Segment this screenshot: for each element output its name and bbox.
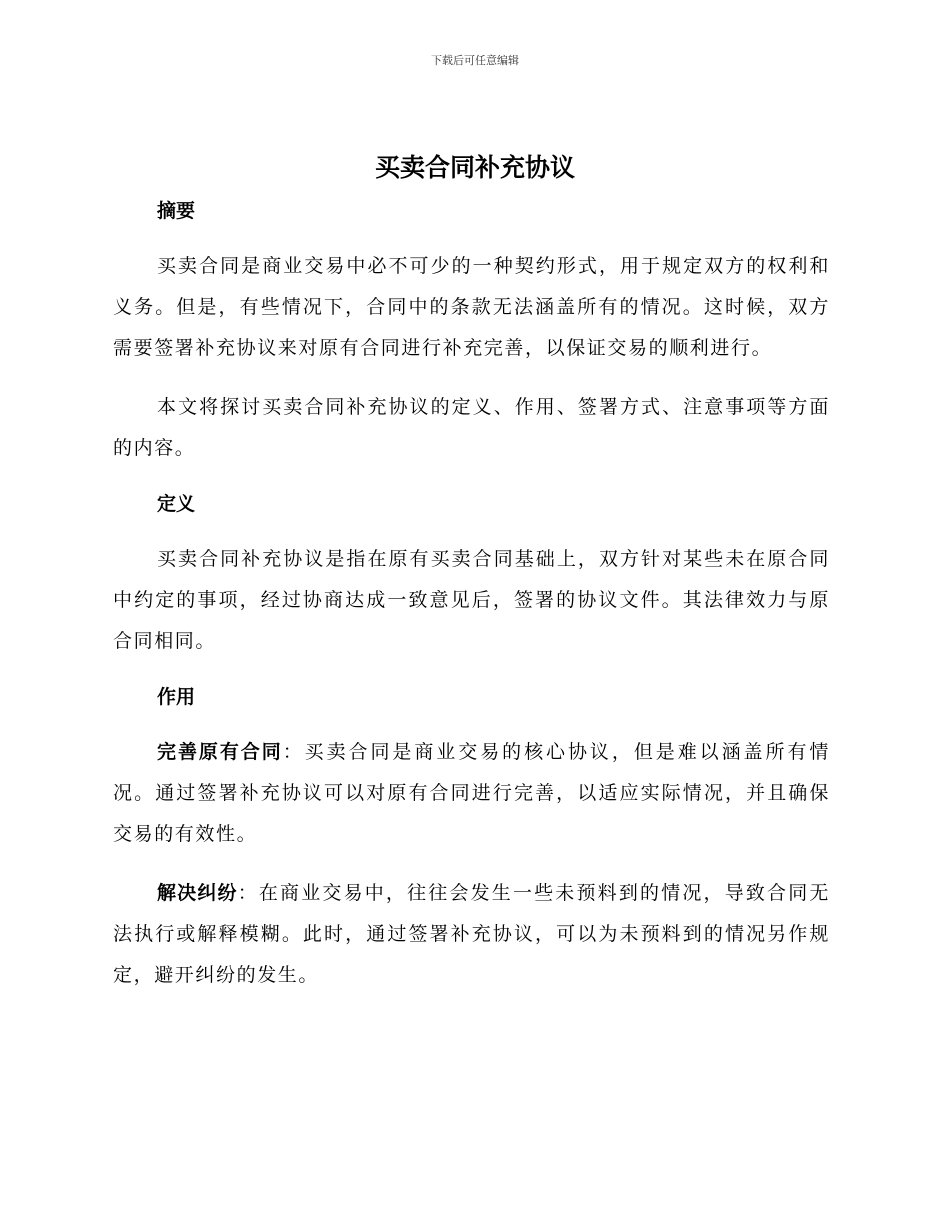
function-paragraph-2-lead: 解决纠纷: [157, 882, 238, 904]
document-title: 买卖合同补充协议: [374, 153, 575, 182]
summary-paragraph-1: [113, 246, 830, 369]
summary-paragraph-2: [113, 387, 830, 469]
function-paragraph-1-text: ：买卖合同是商业交易的核心协议，但是难以涵盖所有情况。通过签署补充协议可以对原有合同进行完善，以适应实际情况，并且确保交易的有效性。: [113, 741, 830, 845]
definition-paragraph-text: 买卖合同补充协议是指在原有买卖合同基础上，双方针对某些未在原合同中约定的事项，经过协商达成一致意见后，签署的协议文件。其法律效力与原合同相同。: [113, 548, 830, 652]
page-header-note: 下载后可任意编辑: [431, 54, 519, 67]
summary-paragraph-1-text: 买卖合同是商业交易中必不可少的一种契约形式，用于规定双方的权利和义务。但是，有些情况下，合同中的条款无法涵盖所有的情况。这时候，双方需要签署补充协议来对原有合同进行补充完善，以保证交易的顺利进行。: [113, 255, 830, 359]
function-paragraph-2-text: ：在商业交易中，往往会发生一些未预料到的情况，导致合同无法执行或解释模糊。此时，通过签署补充协议，可以为未预料到的情况另作规定，避开纠纷的发生。: [113, 882, 830, 986]
definition-paragraph: [113, 539, 830, 662]
section-heading-function: 作用: [157, 686, 196, 708]
summary-paragraph-2-text: 本文将探讨买卖合同补充协议的定义、作用、签署方式、注意事项等方面的内容。: [113, 396, 830, 459]
function-paragraph-1: [113, 732, 830, 855]
function-paragraph-1-lead: 完善原有合同: [157, 741, 283, 763]
section-heading-summary: 摘要: [157, 200, 196, 222]
document-body: [113, 194, 830, 1014]
section-heading-definition: 定义: [157, 493, 196, 515]
function-paragraph-2: [113, 873, 830, 996]
